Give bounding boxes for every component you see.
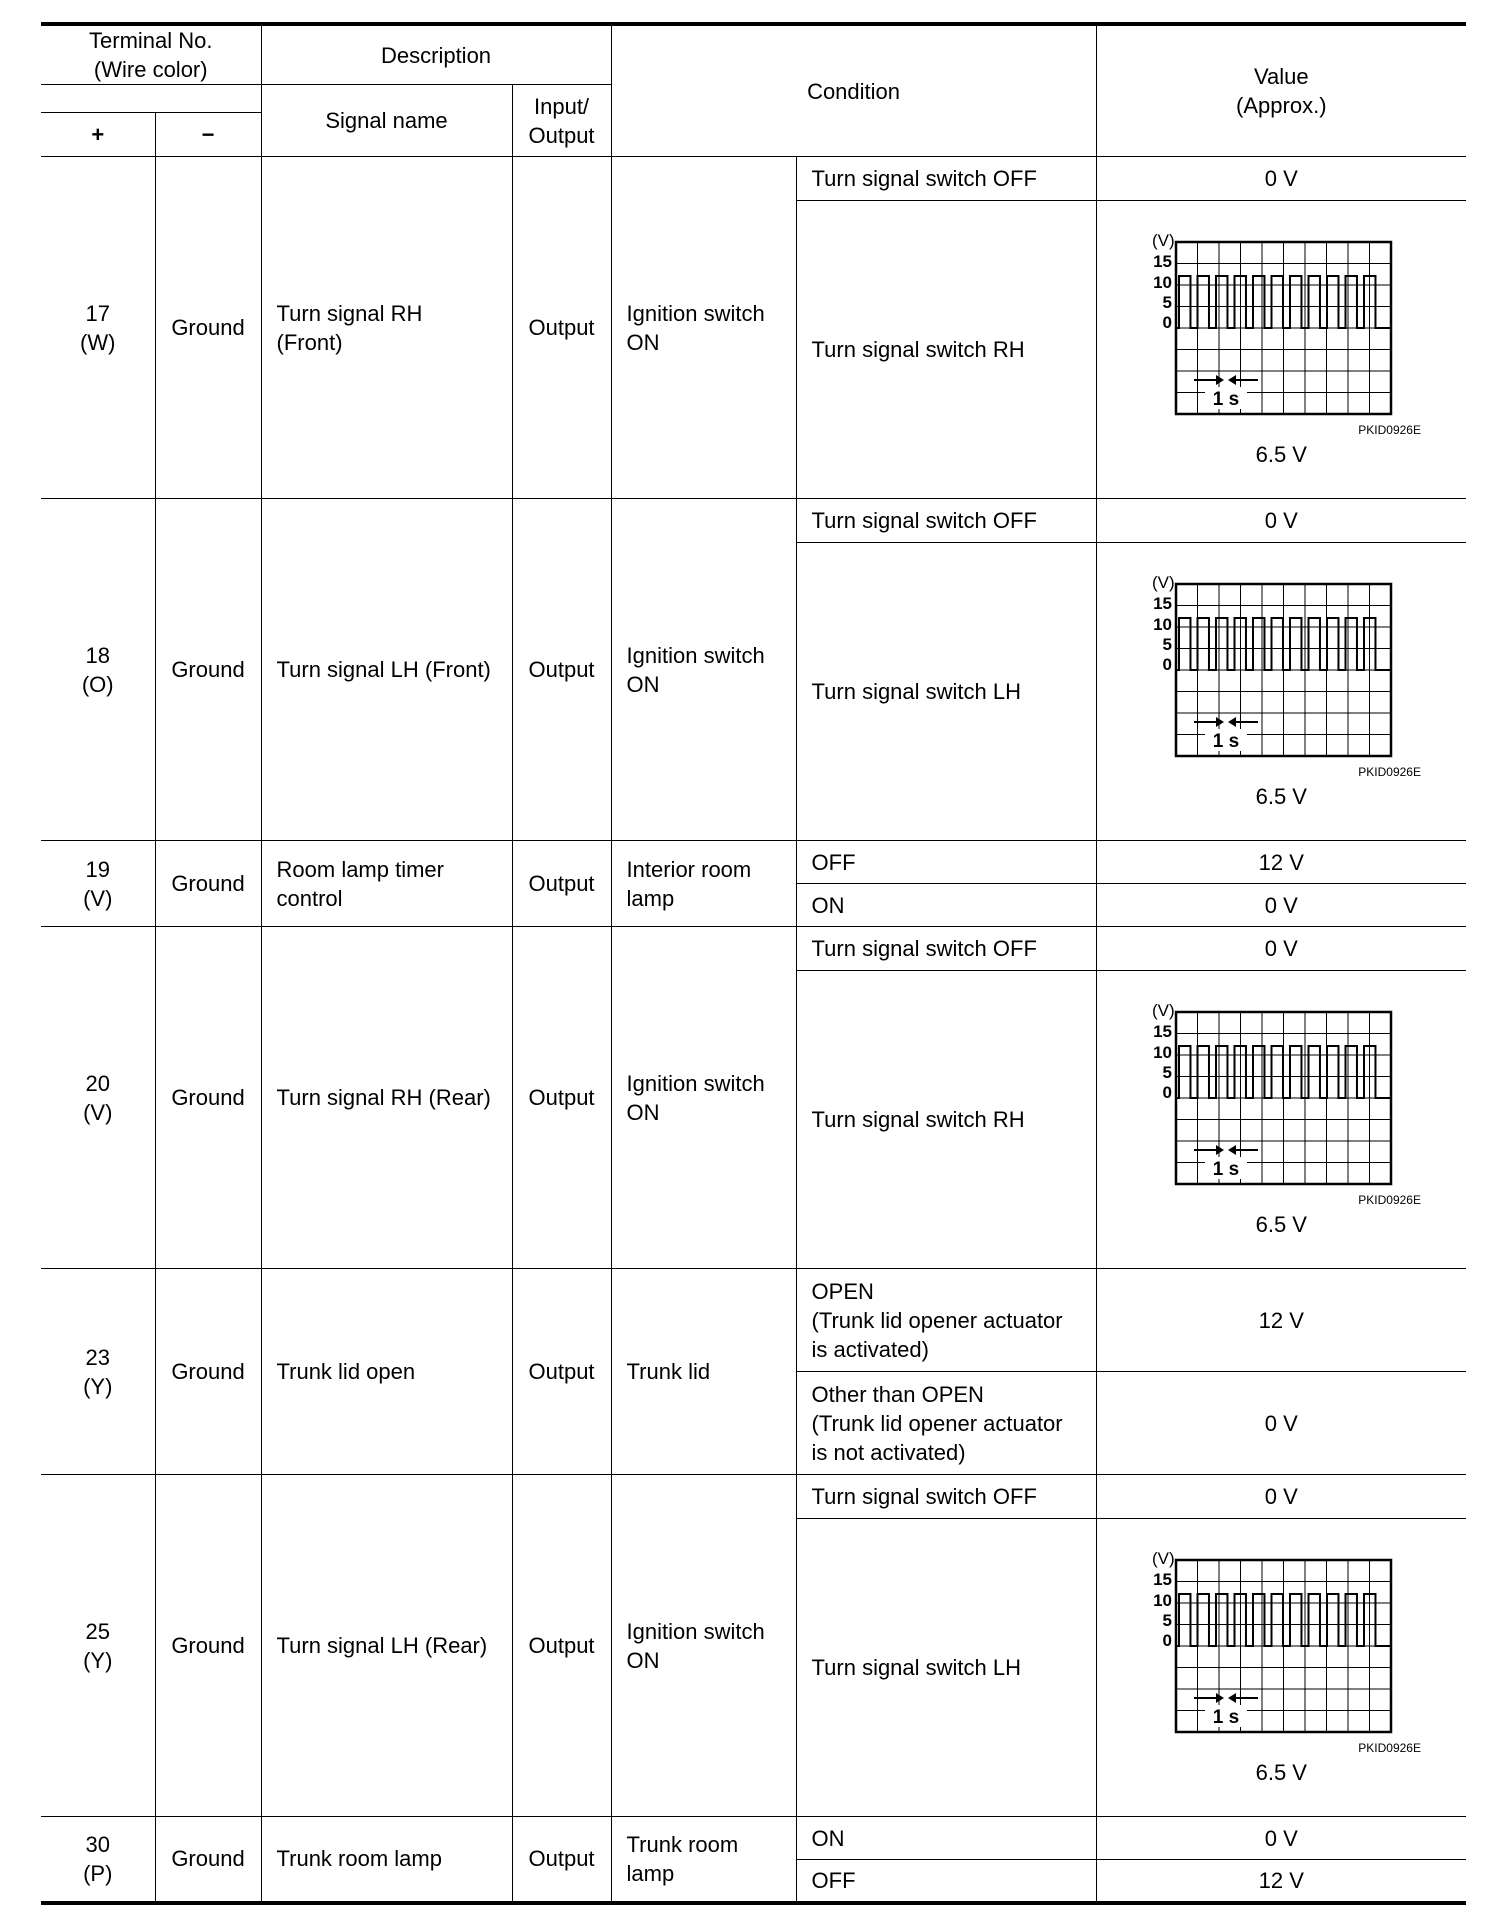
scope-ytick-15: 15 (1153, 252, 1173, 271)
value-cell: 0 V (1096, 157, 1466, 201)
value-text: 6.5 V (1255, 442, 1307, 467)
waveform-chart (1136, 572, 1426, 782)
minus-cell: Ground (155, 1475, 261, 1817)
value-cell: 0 V (1096, 884, 1466, 927)
sub-condition-cell: Turn signal switch OFF (796, 927, 1096, 971)
scope-ytick-15: 15 (1153, 1570, 1173, 1589)
table-row (41, 157, 1466, 201)
io-cell: Output (512, 1475, 611, 1817)
table-row (41, 927, 1466, 971)
value-cell: 12 V (1096, 1269, 1466, 1372)
terminal-cell: 25 (Y) (41, 1475, 155, 1817)
scope-ytick-0: 0 (1162, 1631, 1173, 1650)
header-io (512, 85, 611, 157)
condition-cell: Ignition switch ON (611, 499, 796, 841)
header-wire-color: (Wire color) (93, 57, 208, 82)
value-waveform-cell (1096, 543, 1466, 841)
scope-unit-label: (V) (1152, 573, 1175, 592)
io-cell: Output (512, 841, 611, 927)
header-value (1096, 24, 1466, 157)
figure-id: PKID0926E (1358, 765, 1422, 779)
scope-ytick-15: 15 (1153, 594, 1173, 613)
sub-condition-cell: OFF (796, 1860, 1096, 1903)
terminal-table (41, 22, 1466, 1905)
waveform-chart (1136, 230, 1426, 440)
minus-cell: Ground (155, 927, 261, 1269)
table-row (41, 1475, 1466, 1519)
header-terminal-no: Terminal No. (89, 28, 213, 53)
terminal-cell: 18 (O) (41, 499, 155, 841)
value-cell: 0 V (1096, 499, 1466, 543)
value-cell: 12 V (1096, 841, 1466, 884)
table-row (41, 499, 1466, 543)
scope-ytick-10: 10 (1153, 273, 1173, 292)
header-signal-name: Signal name (261, 85, 512, 157)
scope-ytick-0: 0 (1162, 655, 1173, 674)
header-approx-label: (Approx.) (1236, 93, 1327, 118)
value-waveform-cell (1096, 1519, 1466, 1817)
sub-condition-cell: Turn signal switch OFF (796, 1475, 1096, 1519)
figure-id: PKID0926E (1358, 1741, 1422, 1755)
figure-id: PKID0926E (1358, 423, 1422, 437)
io-cell: Output (512, 157, 611, 499)
sub-condition-cell: ON (796, 884, 1096, 927)
scope-ytick-10: 10 (1153, 1043, 1173, 1062)
table-row (41, 841, 1466, 884)
sub-condition-cell: Turn signal switch RH (796, 971, 1096, 1269)
condition-cell: Trunk lid (611, 1269, 796, 1475)
scope-ytick-10: 10 (1153, 1591, 1173, 1610)
condition-cell: Ignition switch ON (611, 927, 796, 1269)
condition-cell: Ignition switch ON (611, 1475, 796, 1817)
value-text: 6.5 V (1255, 1212, 1307, 1237)
scope-ytick-5: 5 (1162, 1063, 1173, 1082)
scope-ytick-10: 10 (1153, 615, 1173, 634)
minus-cell: Ground (155, 1269, 261, 1475)
value-cell: 0 V (1096, 1475, 1466, 1519)
time-scale-label: 1 s (1213, 731, 1240, 752)
value-cell: 12 V (1096, 1860, 1466, 1903)
sub-condition-cell: Turn signal switch OFF (796, 157, 1096, 201)
header-plus: + (41, 113, 155, 157)
terminal-cell: 30 (P) (41, 1817, 155, 1903)
scope-ytick-0: 0 (1162, 1083, 1173, 1102)
condition-cell: Trunk room lamp (611, 1817, 796, 1903)
scope-ytick-0: 0 (1162, 313, 1173, 332)
header-condition: Condition (611, 24, 1096, 157)
signal-name-cell: Turn signal LH (Rear) (261, 1475, 512, 1817)
value-text: 6.5 V (1255, 784, 1307, 809)
signal-name-cell: Trunk lid open (261, 1269, 512, 1475)
scope-ytick-15: 15 (1153, 1022, 1173, 1041)
io-cell: Output (512, 1269, 611, 1475)
terminal-cell: 23 (Y) (41, 1269, 155, 1475)
table-row (41, 1817, 1466, 1860)
minus-cell: Ground (155, 499, 261, 841)
value-cell: 0 V (1096, 1817, 1466, 1860)
signal-name-cell: Room lamp timer control (261, 841, 512, 927)
scope-unit-label: (V) (1152, 231, 1175, 250)
terminal-cell: 19 (V) (41, 841, 155, 927)
minus-cell: Ground (155, 1817, 261, 1903)
sub-condition-cell: OPEN (Trunk lid opener actuator is activated) (796, 1269, 1096, 1372)
terminal-cell: 17 (W) (41, 157, 155, 499)
header-output-label: Output (528, 122, 595, 148)
signal-name-cell: Trunk room lamp (261, 1817, 512, 1903)
sub-condition-cell: Turn signal switch RH (796, 201, 1096, 499)
scope-unit-label: (V) (1152, 1549, 1175, 1568)
condition-cell: Ignition switch ON (611, 157, 796, 499)
scope-unit-label: (V) (1152, 1001, 1175, 1020)
minus-cell: Ground (155, 841, 261, 927)
sub-condition-cell: Other than OPEN (Trunk lid opener actuator is not activated) (796, 1372, 1096, 1475)
sub-condition-cell: Turn signal switch LH (796, 543, 1096, 841)
value-cell: 0 V (1096, 1372, 1466, 1475)
signal-name-cell: Turn signal RH (Front) (261, 157, 512, 499)
sub-condition-cell: ON (796, 1817, 1096, 1860)
scope-ytick-5: 5 (1162, 1611, 1173, 1630)
minus-cell: Ground (155, 157, 261, 499)
terminal-cell: 20 (V) (41, 927, 155, 1269)
header-minus: − (155, 113, 261, 157)
value-waveform-cell (1096, 971, 1466, 1269)
header-input-label: Input/ (534, 93, 590, 119)
condition-cell: Interior room lamp (611, 841, 796, 927)
io-cell: Output (512, 499, 611, 841)
value-cell: 0 V (1096, 927, 1466, 971)
sub-condition-cell: OFF (796, 841, 1096, 884)
figure-id: PKID0926E (1358, 1193, 1422, 1207)
time-scale-label: 1 s (1213, 1707, 1240, 1728)
header-terminal (41, 24, 261, 85)
table-row (41, 1269, 1466, 1372)
header-value-label: Value (1253, 64, 1309, 89)
header-description: Description (261, 24, 611, 85)
sub-condition-cell: Turn signal switch OFF (796, 499, 1096, 543)
time-scale-label: 1 s (1213, 1159, 1240, 1180)
sub-condition-cell: Turn signal switch LH (796, 1519, 1096, 1817)
value-waveform-cell (1096, 201, 1466, 499)
scope-ytick-5: 5 (1162, 635, 1173, 654)
value-text: 6.5 V (1255, 1760, 1307, 1785)
scope-ytick-5: 5 (1162, 293, 1173, 312)
signal-name-cell: Turn signal LH (Front) (261, 499, 512, 841)
time-scale-label: 1 s (1213, 389, 1240, 410)
waveform-chart (1136, 1000, 1426, 1210)
io-cell: Output (512, 927, 611, 1269)
signal-name-cell: Turn signal RH (Rear) (261, 927, 512, 1269)
io-cell: Output (512, 1817, 611, 1903)
waveform-chart (1136, 1548, 1426, 1758)
